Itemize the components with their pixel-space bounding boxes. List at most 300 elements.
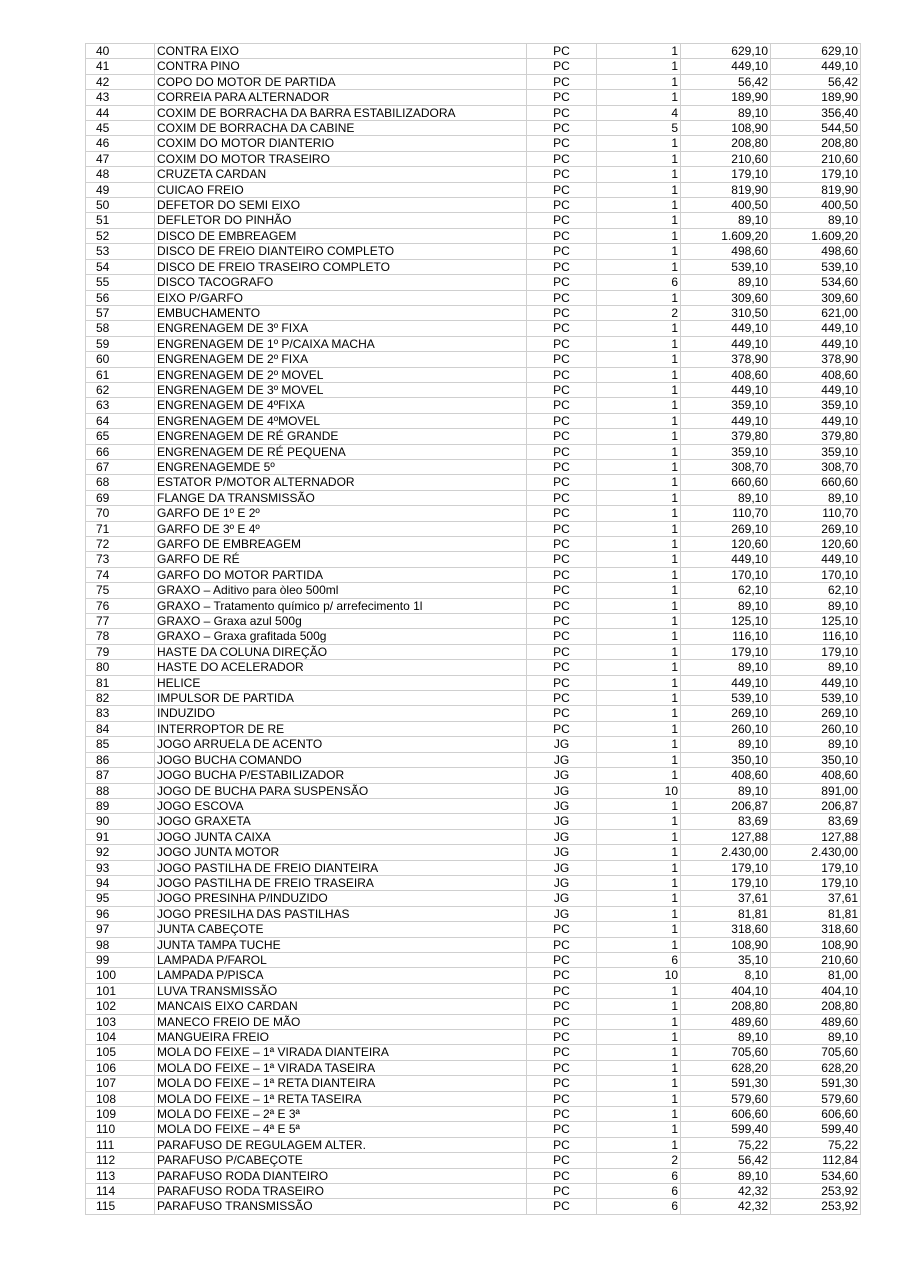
table-row: [86, 737, 861, 752]
item-quantity-cell: 1: [597, 352, 681, 367]
table-row: [86, 290, 861, 305]
item-unit-cell: PC: [527, 1199, 597, 1214]
item-number-cell: 88: [86, 783, 155, 798]
item-description-cell: JOGO PRESILHA DAS PASTILHAS: [155, 906, 527, 921]
item-quantity-cell: 1: [597, 567, 681, 582]
item-quantity-cell: 1: [597, 829, 681, 844]
item-unit-cell: PC: [527, 614, 597, 629]
item-number-cell: 52: [86, 228, 155, 243]
item-unit-price-cell: 308,70: [681, 459, 771, 474]
item-unit-price-cell: 359,10: [681, 444, 771, 459]
item-total-cell: 260,10: [771, 721, 861, 736]
item-unit-cell: PC: [527, 1030, 597, 1045]
item-total-cell: 579,60: [771, 1091, 861, 1106]
item-total-cell: 404,10: [771, 983, 861, 998]
item-unit-cell: PC: [527, 198, 597, 213]
item-number-cell: 67: [86, 459, 155, 474]
item-unit-cell: PC: [527, 121, 597, 136]
item-total-cell: 591,30: [771, 1076, 861, 1091]
item-quantity-cell: 1: [597, 151, 681, 166]
item-quantity-cell: 1: [597, 367, 681, 382]
table-row: [86, 968, 861, 983]
item-unit-price-cell: 628,20: [681, 1060, 771, 1075]
item-unit-cell: PC: [527, 490, 597, 505]
table-row: [86, 1091, 861, 1106]
item-description-cell: JOGO GRAXETA: [155, 814, 527, 829]
table-row: [86, 1153, 861, 1168]
item-description-cell: ENGRENAGEM DE RÉ PEQUENA: [155, 444, 527, 459]
item-number-cell: 76: [86, 598, 155, 613]
table-row: [86, 567, 861, 582]
item-quantity-cell: 1: [597, 290, 681, 305]
item-description-cell: LAMPADA P/PISCA: [155, 968, 527, 983]
item-quantity-cell: 1: [597, 891, 681, 906]
item-unit-price-cell: 449,10: [681, 336, 771, 351]
item-number-cell: 72: [86, 537, 155, 552]
item-quantity-cell: 1: [597, 475, 681, 490]
item-total-cell: 539,10: [771, 691, 861, 706]
item-number-cell: 68: [86, 475, 155, 490]
item-number-cell: 79: [86, 644, 155, 659]
item-unit-cell: JG: [527, 783, 597, 798]
item-quantity-cell: 1: [597, 490, 681, 505]
item-unit-cell: PC: [527, 999, 597, 1014]
item-total-cell: 819,90: [771, 182, 861, 197]
item-unit-price-cell: 120,60: [681, 537, 771, 552]
item-total-cell: 81,81: [771, 906, 861, 921]
table-row: [86, 644, 861, 659]
item-quantity-cell: 1: [597, 1076, 681, 1091]
item-unit-price-cell: 108,90: [681, 937, 771, 952]
item-quantity-cell: 4: [597, 105, 681, 120]
item-unit-cell: PC: [527, 382, 597, 397]
item-description-cell: GRAXO – Tratamento químico p/ arrefecimento 1l: [155, 598, 527, 613]
item-quantity-cell: 1: [597, 1091, 681, 1106]
item-quantity-cell: 1: [597, 752, 681, 767]
item-number-cell: 105: [86, 1045, 155, 1060]
item-number-cell: 94: [86, 875, 155, 890]
item-number-cell: 83: [86, 706, 155, 721]
item-total-cell: 110,70: [771, 506, 861, 521]
item-description-cell: COPO DO MOTOR DE PARTIDA: [155, 74, 527, 89]
item-unit-cell: JG: [527, 768, 597, 783]
item-quantity-cell: 1: [597, 44, 681, 59]
table-row: [86, 1107, 861, 1122]
item-quantity-cell: 1: [597, 1107, 681, 1122]
item-description-cell: MOLA DO FEIXE – 1ª RETA DIANTEIRA: [155, 1076, 527, 1091]
item-description-cell: GARFO DE 1º E 2º: [155, 506, 527, 521]
item-unit-cell: PC: [527, 1153, 597, 1168]
item-unit-cell: PC: [527, 1060, 597, 1075]
item-unit-cell: PC: [527, 244, 597, 259]
item-description-cell: CONTRA EIXO: [155, 44, 527, 59]
item-number-cell: 115: [86, 1199, 155, 1214]
item-total-cell: 408,60: [771, 768, 861, 783]
item-quantity-cell: 1: [597, 937, 681, 952]
item-total-cell: 379,80: [771, 429, 861, 444]
item-unit-price-cell: 819,90: [681, 182, 771, 197]
item-total-cell: 179,10: [771, 644, 861, 659]
item-total-cell: 37,61: [771, 891, 861, 906]
table-row: [86, 398, 861, 413]
item-number-cell: 60: [86, 352, 155, 367]
item-number-cell: 81: [86, 675, 155, 690]
table-row: [86, 167, 861, 182]
item-total-cell: 253,92: [771, 1184, 861, 1199]
item-description-cell: INTERROPTOR DE RE: [155, 721, 527, 736]
item-unit-cell: PC: [527, 968, 597, 983]
item-total-cell: 170,10: [771, 567, 861, 582]
item-unit-price-cell: 350,10: [681, 752, 771, 767]
item-quantity-cell: 1: [597, 845, 681, 860]
item-description-cell: JOGO BUCHA P/ESTABILIZADOR: [155, 768, 527, 783]
item-description-cell: DEFETOR DO SEMI EIXO: [155, 198, 527, 213]
item-unit-cell: PC: [527, 213, 597, 228]
table-row: [86, 706, 861, 721]
item-unit-price-cell: 408,60: [681, 367, 771, 382]
item-quantity-cell: 5: [597, 121, 681, 136]
item-unit-cell: PC: [527, 629, 597, 644]
item-total-cell: 606,60: [771, 1107, 861, 1122]
item-number-cell: 49: [86, 182, 155, 197]
item-unit-cell: PC: [527, 552, 597, 567]
item-description-cell: JOGO JUNTA CAIXA: [155, 829, 527, 844]
item-quantity-cell: 1: [597, 182, 681, 197]
item-total-cell: 179,10: [771, 167, 861, 182]
item-total-cell: 89,10: [771, 490, 861, 505]
item-unit-cell: PC: [527, 1137, 597, 1152]
item-number-cell: 57: [86, 305, 155, 320]
item-total-cell: 269,10: [771, 706, 861, 721]
item-number-cell: 45: [86, 121, 155, 136]
item-unit-cell: PC: [527, 90, 597, 105]
item-number-cell: 104: [86, 1030, 155, 1045]
table-row: [86, 721, 861, 736]
item-quantity-cell: 10: [597, 783, 681, 798]
item-description-cell: JOGO JUNTA MOTOR: [155, 845, 527, 860]
item-total-cell: 56,42: [771, 74, 861, 89]
table-row: [86, 259, 861, 274]
item-total-cell: 449,10: [771, 552, 861, 567]
item-unit-price-cell: 591,30: [681, 1076, 771, 1091]
item-number-cell: 70: [86, 506, 155, 521]
item-quantity-cell: 1: [597, 860, 681, 875]
item-quantity-cell: 1: [597, 629, 681, 644]
item-total-cell: 629,10: [771, 44, 861, 59]
item-total-cell: 599,40: [771, 1122, 861, 1137]
item-unit-price-cell: 260,10: [681, 721, 771, 736]
item-quantity-cell: 1: [597, 198, 681, 213]
table-row: [86, 59, 861, 74]
item-description-cell: HASTE DA COLUNA DIREÇÃO: [155, 644, 527, 659]
item-unit-cell: PC: [527, 275, 597, 290]
item-description-cell: CUICAO FREIO: [155, 182, 527, 197]
item-description-cell: MOLA DO FEIXE – 1ª VIRADA DIANTEIRA: [155, 1045, 527, 1060]
item-description-cell: COXIM DO MOTOR DIANTERIO: [155, 136, 527, 151]
item-unit-price-cell: 89,10: [681, 1168, 771, 1183]
item-description-cell: JOGO PASTILHA DE FREIO DIANTEIRA: [155, 860, 527, 875]
item-unit-price-cell: 8,10: [681, 968, 771, 983]
table-row: [86, 598, 861, 613]
item-unit-cell: PC: [527, 59, 597, 74]
item-unit-cell: JG: [527, 906, 597, 921]
item-unit-cell: JG: [527, 829, 597, 844]
item-number-cell: 95: [86, 891, 155, 906]
item-unit-price-cell: 660,60: [681, 475, 771, 490]
item-unit-price-cell: 629,10: [681, 44, 771, 59]
item-unit-cell: PC: [527, 74, 597, 89]
item-quantity-cell: 1: [597, 259, 681, 274]
item-description-cell: PARAFUSO TRANSMISSÃO: [155, 1199, 527, 1214]
item-unit-price-cell: 37,61: [681, 891, 771, 906]
item-unit-cell: PC: [527, 983, 597, 998]
item-description-cell: PARAFUSO P/CABEÇOTE: [155, 1153, 527, 1168]
items-table-body: [86, 44, 861, 1215]
item-quantity-cell: 1: [597, 1122, 681, 1137]
item-number-cell: 55: [86, 275, 155, 290]
item-number-cell: 65: [86, 429, 155, 444]
table-row: [86, 845, 861, 860]
item-description-cell: JUNTA CABEÇOTE: [155, 922, 527, 937]
item-unit-cell: PC: [527, 1107, 597, 1122]
table-row: [86, 875, 861, 890]
item-description-cell: ENGRENAGEM DE 4ºFIXA: [155, 398, 527, 413]
item-quantity-cell: 1: [597, 459, 681, 474]
item-description-cell: ENGRENAGEM DE 3º MOVEL: [155, 382, 527, 397]
table-row: [86, 459, 861, 474]
item-unit-price-cell: 206,87: [681, 798, 771, 813]
item-unit-price-cell: 170,10: [681, 567, 771, 582]
item-total-cell: 208,80: [771, 136, 861, 151]
item-number-cell: 109: [86, 1107, 155, 1122]
item-quantity-cell: 1: [597, 521, 681, 536]
table-row: [86, 521, 861, 536]
item-unit-price-cell: 83,69: [681, 814, 771, 829]
table-row: [86, 367, 861, 382]
item-unit-price-cell: 179,10: [681, 860, 771, 875]
item-total-cell: 89,10: [771, 213, 861, 228]
item-quantity-cell: 1: [597, 167, 681, 182]
item-description-cell: JOGO DE BUCHA PARA SUSPENSÃO: [155, 783, 527, 798]
item-total-cell: 108,90: [771, 937, 861, 952]
item-description-cell: MOLA DO FEIXE – 4ª E 5ª: [155, 1122, 527, 1137]
item-unit-cell: PC: [527, 290, 597, 305]
item-quantity-cell: 6: [597, 952, 681, 967]
item-description-cell: COXIM DO MOTOR TRASEIRO: [155, 151, 527, 166]
item-unit-cell: PC: [527, 475, 597, 490]
table-row: [86, 321, 861, 336]
item-total-cell: 125,10: [771, 614, 861, 629]
item-unit-price-cell: 208,80: [681, 136, 771, 151]
item-number-cell: 111: [86, 1137, 155, 1152]
item-number-cell: 43: [86, 90, 155, 105]
table-row: [86, 444, 861, 459]
item-unit-price-cell: 498,60: [681, 244, 771, 259]
table-row: [86, 151, 861, 166]
item-total-cell: 408,60: [771, 367, 861, 382]
table-row: [86, 105, 861, 120]
table-row: [86, 860, 861, 875]
table-row: [86, 629, 861, 644]
item-unit-price-cell: 705,60: [681, 1045, 771, 1060]
item-total-cell: 116,10: [771, 629, 861, 644]
item-quantity-cell: 1: [597, 644, 681, 659]
table-row: [86, 1184, 861, 1199]
item-quantity-cell: 1: [597, 398, 681, 413]
table-row: [86, 675, 861, 690]
item-number-cell: 92: [86, 845, 155, 860]
item-unit-price-cell: 89,10: [681, 105, 771, 120]
item-unit-price-cell: 110,70: [681, 506, 771, 521]
item-unit-price-cell: 127,88: [681, 829, 771, 844]
item-quantity-cell: 1: [597, 1060, 681, 1075]
item-description-cell: MANECO FREIO DE MÃO: [155, 1014, 527, 1029]
item-unit-cell: PC: [527, 398, 597, 413]
item-number-cell: 41: [86, 59, 155, 74]
item-total-cell: 75,22: [771, 1137, 861, 1152]
item-description-cell: DEFLETOR DO PINHÃO: [155, 213, 527, 228]
item-description-cell: PARAFUSO DE REGULAGEM ALTER.: [155, 1137, 527, 1152]
table-row: [86, 906, 861, 921]
item-unit-price-cell: 89,10: [681, 490, 771, 505]
item-unit-cell: PC: [527, 259, 597, 274]
item-number-cell: 84: [86, 721, 155, 736]
table-row: [86, 136, 861, 151]
table-row: [86, 1199, 861, 1214]
table-row: [86, 1122, 861, 1137]
item-total-cell: 378,90: [771, 352, 861, 367]
item-description-cell: ENGRENAGEMDE 5º: [155, 459, 527, 474]
item-quantity-cell: 1: [597, 922, 681, 937]
item-number-cell: 93: [86, 860, 155, 875]
item-unit-price-cell: 89,10: [681, 1030, 771, 1045]
item-description-cell: GRAXO – Aditivo para òleo 500ml: [155, 583, 527, 598]
item-number-cell: 61: [86, 367, 155, 382]
table-row: [86, 660, 861, 675]
item-total-cell: 621,00: [771, 305, 861, 320]
item-description-cell: HELICE: [155, 675, 527, 690]
item-unit-price-cell: 108,90: [681, 121, 771, 136]
item-quantity-cell: 1: [597, 768, 681, 783]
item-description-cell: PARAFUSO RODA TRASEIRO: [155, 1184, 527, 1199]
item-unit-cell: PC: [527, 644, 597, 659]
item-unit-price-cell: 404,10: [681, 983, 771, 998]
item-unit-cell: PC: [527, 44, 597, 59]
item-unit-cell: PC: [527, 413, 597, 428]
item-number-cell: 102: [86, 999, 155, 1014]
item-unit-cell: PC: [527, 1091, 597, 1106]
item-unit-price-cell: 89,10: [681, 737, 771, 752]
table-row: [86, 798, 861, 813]
item-description-cell: JOGO PRESINHA P/INDUZIDO: [155, 891, 527, 906]
item-unit-price-cell: 125,10: [681, 614, 771, 629]
item-number-cell: 89: [86, 798, 155, 813]
table-row: [86, 121, 861, 136]
table-row: [86, 552, 861, 567]
item-unit-cell: PC: [527, 721, 597, 736]
item-description-cell: JOGO BUCHA COMANDO: [155, 752, 527, 767]
item-quantity-cell: 1: [597, 336, 681, 351]
item-description-cell: CORREIA PARA ALTERNADOR: [155, 90, 527, 105]
item-unit-cell: PC: [527, 1184, 597, 1199]
item-description-cell: FLANGE DA TRANSMISSÃO: [155, 490, 527, 505]
item-number-cell: 47: [86, 151, 155, 166]
item-total-cell: 89,10: [771, 660, 861, 675]
item-total-cell: 189,90: [771, 90, 861, 105]
item-number-cell: 74: [86, 567, 155, 582]
item-unit-price-cell: 539,10: [681, 259, 771, 274]
item-quantity-cell: 1: [597, 213, 681, 228]
item-unit-cell: JG: [527, 814, 597, 829]
item-description-cell: PARAFUSO RODA DIANTEIRO: [155, 1168, 527, 1183]
item-unit-price-cell: 89,10: [681, 598, 771, 613]
item-unit-price-cell: 606,60: [681, 1107, 771, 1122]
item-description-cell: LAMPADA P/FAROL: [155, 952, 527, 967]
item-quantity-cell: 1: [597, 506, 681, 521]
item-unit-price-cell: 62,10: [681, 583, 771, 598]
item-unit-cell: PC: [527, 429, 597, 444]
item-unit-cell: PC: [527, 1168, 597, 1183]
item-total-cell: 269,10: [771, 521, 861, 536]
item-unit-cell: JG: [527, 891, 597, 906]
item-quantity-cell: 1: [597, 875, 681, 890]
item-description-cell: ESTATOR P/MOTOR ALTERNADOR: [155, 475, 527, 490]
item-unit-price-cell: 208,80: [681, 999, 771, 1014]
item-unit-cell: JG: [527, 737, 597, 752]
item-unit-cell: PC: [527, 459, 597, 474]
item-description-cell: DISCO TACOGRAFO: [155, 275, 527, 290]
item-quantity-cell: 1: [597, 660, 681, 675]
item-quantity-cell: 1: [597, 706, 681, 721]
item-unit-cell: JG: [527, 845, 597, 860]
item-unit-price-cell: 579,60: [681, 1091, 771, 1106]
table-row: [86, 429, 861, 444]
item-number-cell: 42: [86, 74, 155, 89]
item-number-cell: 77: [86, 614, 155, 629]
item-unit-price-cell: 116,10: [681, 629, 771, 644]
item-unit-price-cell: 408,60: [681, 768, 771, 783]
item-unit-price-cell: 1.609,20: [681, 228, 771, 243]
item-number-cell: 90: [86, 814, 155, 829]
item-total-cell: 449,10: [771, 59, 861, 74]
item-description-cell: GARFO DE EMBREAGEM: [155, 537, 527, 552]
item-number-cell: 87: [86, 768, 155, 783]
item-unit-price-cell: 56,42: [681, 1153, 771, 1168]
item-total-cell: 628,20: [771, 1060, 861, 1075]
item-description-cell: MOLA DO FEIXE – 1ª VIRADA TASEIRA: [155, 1060, 527, 1075]
item-total-cell: 544,50: [771, 121, 861, 136]
item-description-cell: INDUZIDO: [155, 706, 527, 721]
item-unit-price-cell: 379,80: [681, 429, 771, 444]
item-total-cell: 179,10: [771, 875, 861, 890]
item-description-cell: JUNTA TAMPA TUCHE: [155, 937, 527, 952]
item-total-cell: 705,60: [771, 1045, 861, 1060]
item-number-cell: 53: [86, 244, 155, 259]
table-row: [86, 244, 861, 259]
item-unit-cell: JG: [527, 798, 597, 813]
item-description-cell: ENGRENAGEM DE 2º FIXA: [155, 352, 527, 367]
item-number-cell: 85: [86, 737, 155, 752]
item-unit-price-cell: 56,42: [681, 74, 771, 89]
item-total-cell: 350,10: [771, 752, 861, 767]
table-row: [86, 182, 861, 197]
item-quantity-cell: 1: [597, 583, 681, 598]
table-row: [86, 583, 861, 598]
item-quantity-cell: 6: [597, 1199, 681, 1214]
item-number-cell: 101: [86, 983, 155, 998]
item-quantity-cell: 1: [597, 90, 681, 105]
item-number-cell: 82: [86, 691, 155, 706]
